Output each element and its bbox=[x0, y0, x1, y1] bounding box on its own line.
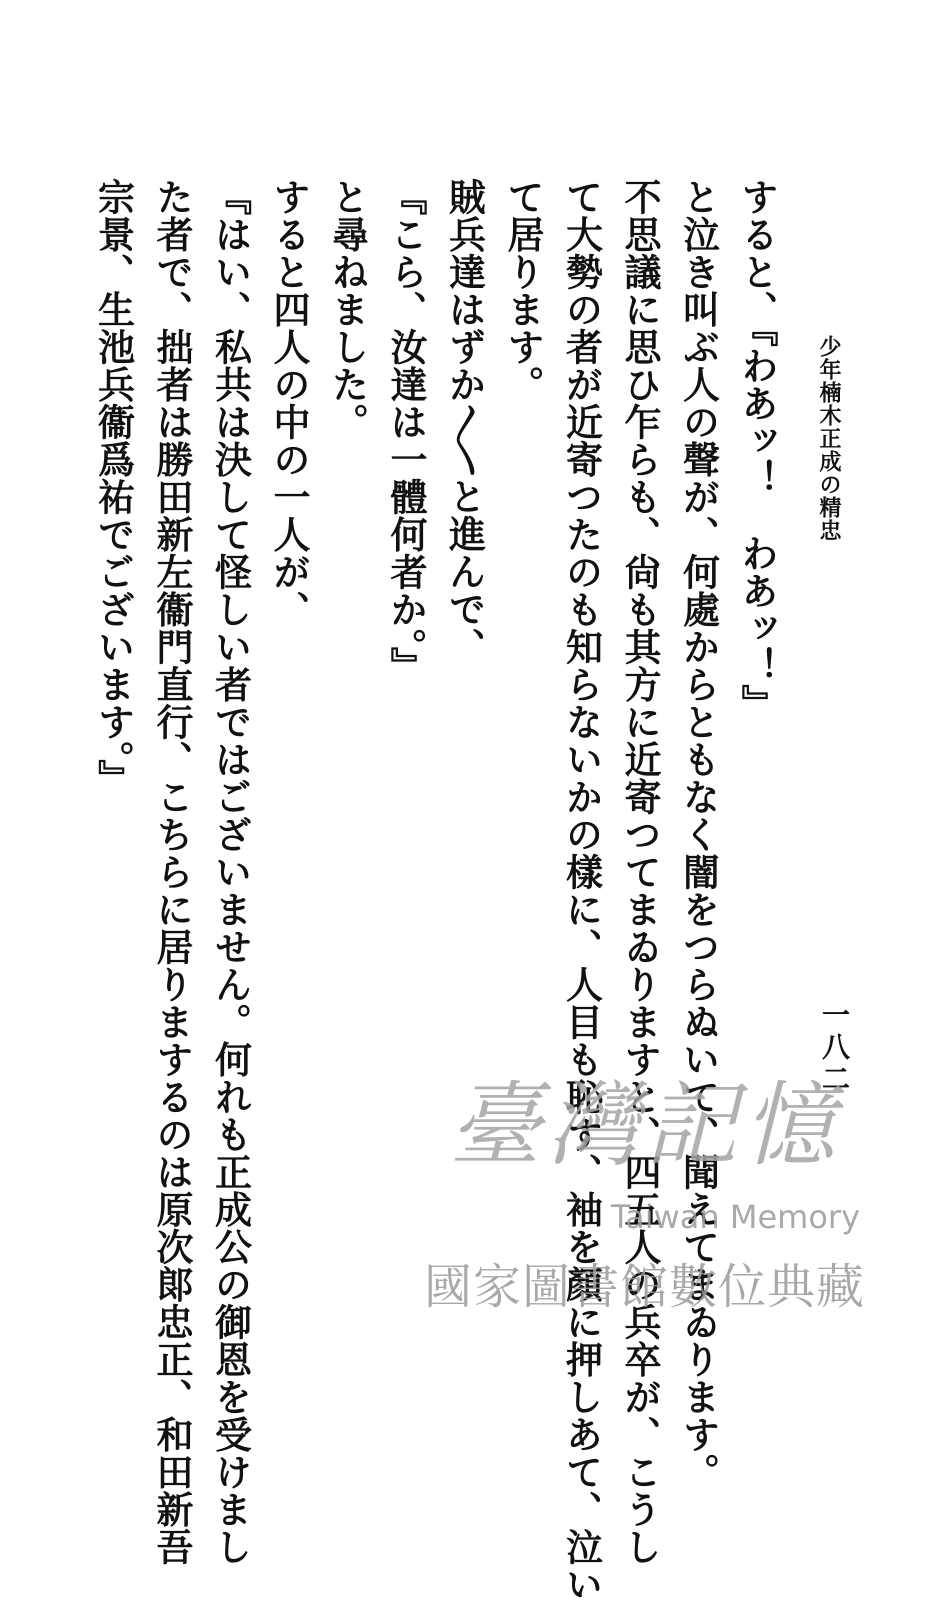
watermark-institution: 國家圖書館數位典藏 bbox=[424, 1259, 866, 1315]
text-column: 賊兵達はずか〳〵と進んで、 bbox=[442, 178, 487, 665]
text-column: と泣き叫ぶ人の聲が、何處からともなく闇をつらぬいて、聞えてまゐります。 bbox=[676, 178, 721, 1491]
text-column: た者で、拙者は勝田新左衞門直行、こちらに居りまするのは原次郞忠正、和田新吾 bbox=[150, 178, 194, 1566]
running-head: 少年楠木正成の精忠 bbox=[816, 335, 842, 542]
text-column: すると、『わあッ！ わあッ！』 bbox=[735, 178, 779, 722]
text-column: と尋ねました。 bbox=[325, 178, 370, 441]
text-column: 『こら、汝達は一體何者か。』 bbox=[384, 178, 428, 685]
page-number: 一八二 bbox=[818, 1000, 851, 1096]
text-column: て大勢の者が近寄つたのも知らないかの樣に、人目も恥す、袖を顏に押しあて、泣い bbox=[559, 178, 604, 1603]
text-column: て居ります。 bbox=[501, 178, 545, 403]
text-column: 宗景、生池兵衞爲祐でございます。』 bbox=[91, 178, 136, 797]
text-column: すると四人の中の一人が、 bbox=[267, 178, 311, 628]
watermark-calligraphy: 臺灣記憶 bbox=[448, 1072, 841, 1179]
text-column: 『はい、私共は決して怪しい者ではございません。何れも正成公の御恩を受けまし bbox=[208, 178, 253, 1566]
text-column: 不思議に思ひ乍らも、尙も其方に近寄つてまゐりますと、四五人の兵卒が、こうし bbox=[618, 178, 662, 1566]
watermark-latin-text: Taiwan Memory bbox=[610, 1198, 860, 1236]
